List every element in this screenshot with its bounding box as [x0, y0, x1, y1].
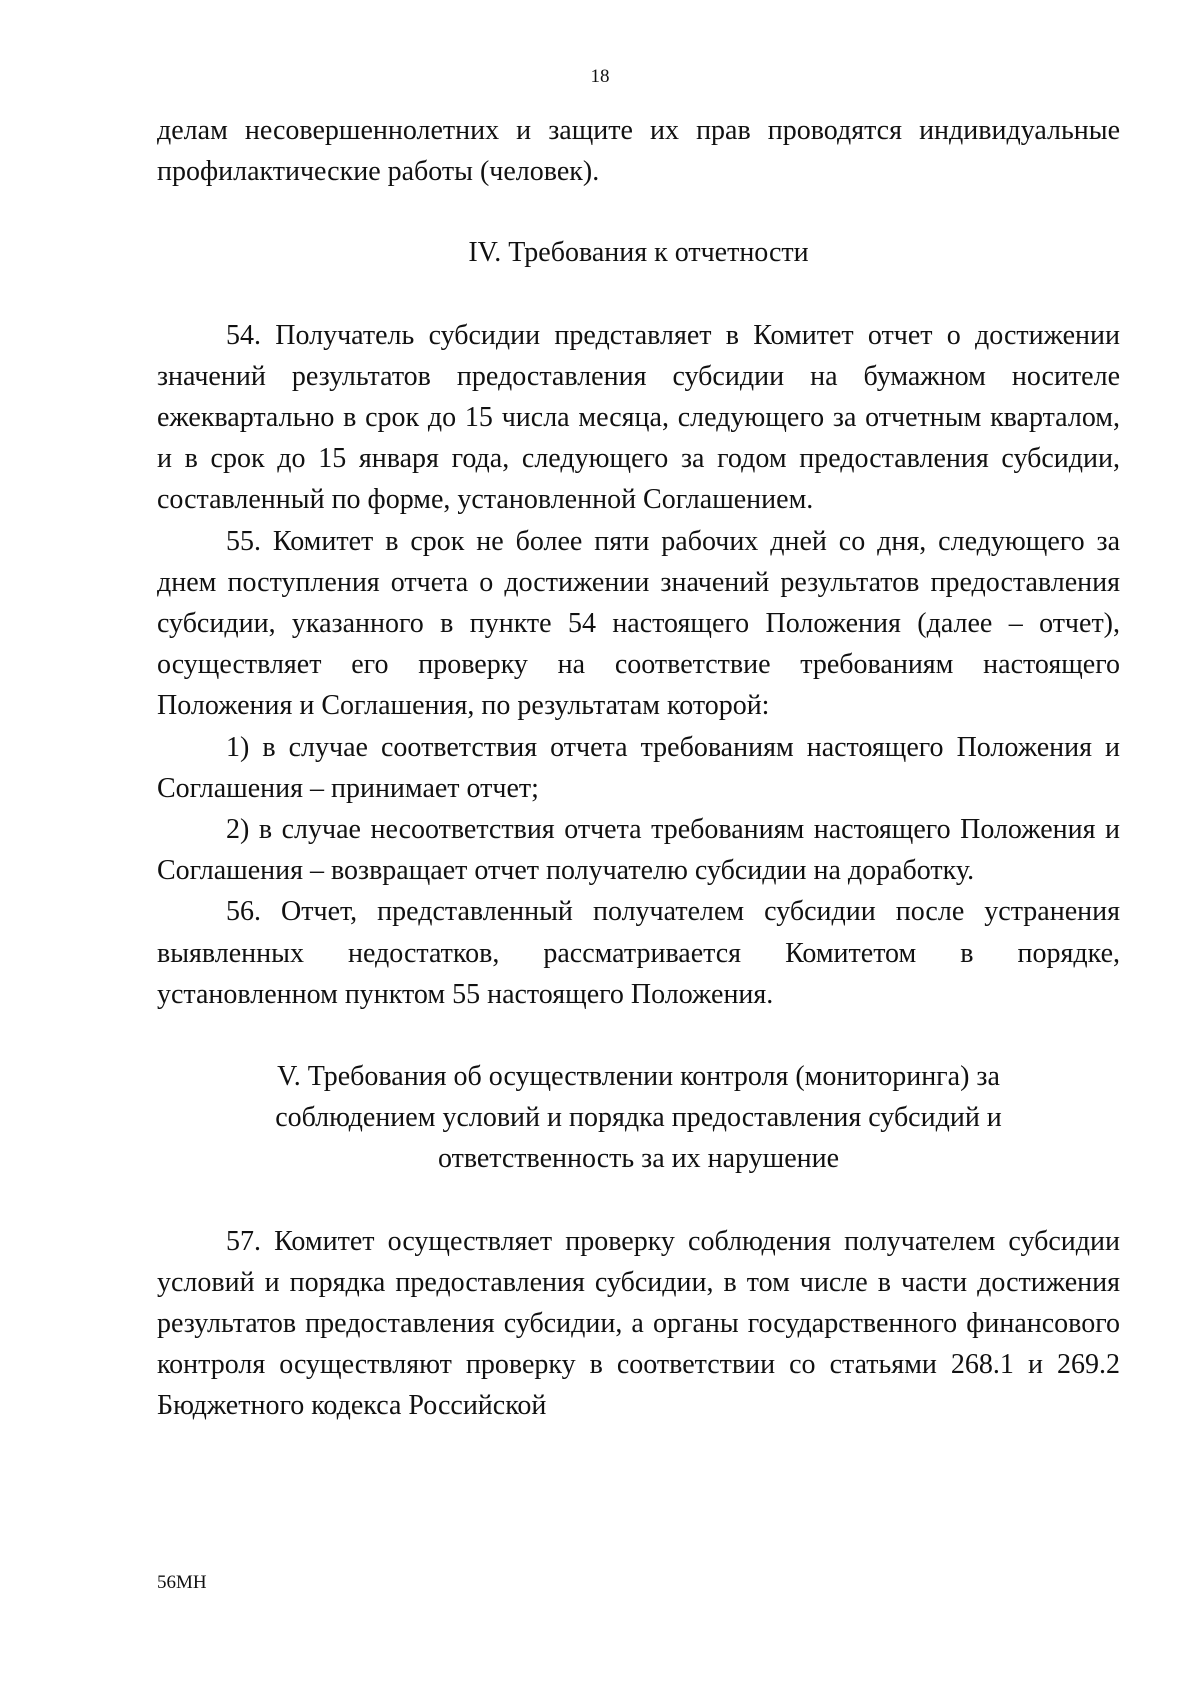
- section-heading-v: V. Требования об осуществлении контроля (мониторинга) за соблюдением условий и порядка предоставления субсидий и ответственность за их нарушение: [275, 1061, 1002, 1175]
- page-number: 18: [590, 66, 610, 87]
- paragraph-continuation: делам несовершеннолетних и защите их прав проводятся индивидуальные профилактические работы (человек).: [157, 115, 1120, 188]
- paragraph-55: 55. Комитет в срок не более пяти рабочих дней со дня, следующего за днем поступления отчета о достижении значений результатов предоставления субсидии, указанного в пункте 54 настоящего Положения (далее – отчет), осуществляет его проверку на соответствие требованиям настоящего Положения и Соглашения, по результатам которой:: [157, 525, 1120, 722]
- document-code: 56МН: [157, 1572, 207, 1593]
- paragraph-56: 56. Отчет, представленный получателем субсидии после устранения выявленных недостатков, рассматривается Комитетом в порядке, установленном пунктом 55 настоящего Положения.: [157, 896, 1120, 1010]
- section-heading-iv: IV. Требования к отчетности: [468, 237, 809, 269]
- paragraph-57: 57. Комитет осуществляет проверку соблюдения получателем субсидии условий и порядка предоставления субсидии, в том числе в части достижения результатов предоставления субсидии, а органы государственного финансового контроля осуществляют проверку в соответствии со статьями 268.1 и 269.2 Бюджетного кодекса Российской: [157, 1225, 1120, 1422]
- paragraph-55-item-1: 1) в случае соответствия отчета требованиям настоящего Положения и Соглашения – принимает отчет;: [157, 731, 1120, 804]
- document-body: [157, 110, 1120, 1427]
- paragraph-54: 54. Получатель субсидии представляет в Комитет отчет о достижении значений результатов предоставления субсидии на бумажном носителе ежеквартально в срок до 15 числа месяца, следующего за отчетным кварталом, и в срок до 15 января года, следующего за годом предоставления субсидии, составленный по форме, установленной Соглашением.: [157, 319, 1120, 516]
- paragraph-55-item-2: 2) в случае несоответствия отчета требованиям настоящего Положения и Соглашения – возвращает отчет получателю субсидии на доработку.: [157, 814, 1120, 887]
